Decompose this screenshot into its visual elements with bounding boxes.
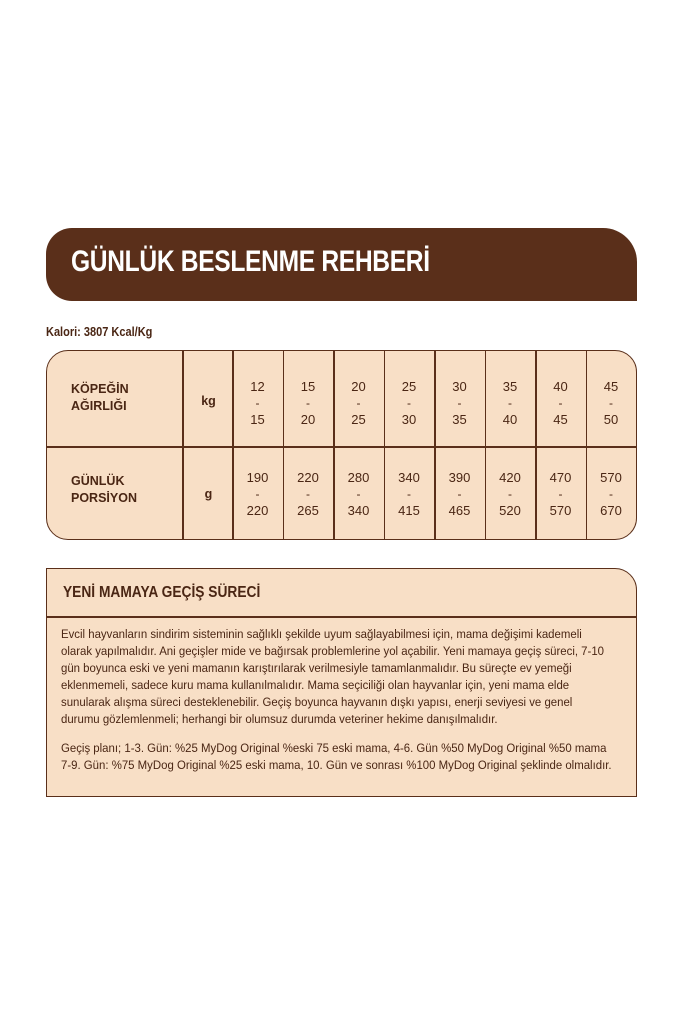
range-separator: - xyxy=(255,487,260,501)
portion-range-cell xyxy=(535,467,586,521)
table-column-divider xyxy=(182,351,184,539)
weight-range-cell xyxy=(333,376,384,430)
range-max: 520 xyxy=(499,503,521,518)
range-min: 15 xyxy=(300,379,316,394)
range-min: 45 xyxy=(603,379,619,394)
range-max: 265 xyxy=(297,503,319,518)
transition-body xyxy=(61,626,613,774)
range-min: 420 xyxy=(499,470,521,485)
weight-unit: kg xyxy=(201,394,216,408)
transition-panel xyxy=(46,568,637,797)
transition-divider xyxy=(47,616,636,618)
range-max: 50 xyxy=(603,412,619,427)
range-separator: - xyxy=(255,396,260,410)
range-min: 30 xyxy=(452,379,467,394)
weight-range-cell xyxy=(485,376,536,430)
portion-range-cell xyxy=(283,467,334,521)
range-min: 35 xyxy=(502,379,518,394)
feeding-table xyxy=(46,350,637,540)
weight-range-cell xyxy=(434,376,485,430)
transition-title: YENİ MAMAYA GEÇİŞ SÜRECİ xyxy=(63,584,261,601)
range-separator: - xyxy=(407,487,411,501)
range-max: 670 xyxy=(600,503,622,518)
weight-range-cell xyxy=(535,376,586,430)
transition-paragraph: Evcil hayvanların sindirim sisteminin sağlıklı şekilde uyum sağlayabilmesi için, mama değişimi kademeli olarak yapılmalıdır. Ani geçişler mide ve bağırsak problemlerine yol açabilir. Yeni mamaya geçiş süreci, 7-10 gün boyunca eski ve yeni mamanın karıştırılarak verilmesiyle tamamlanmalıdır. Bu süreçte ev yemeği eklenmemeli, sadece kuru mama kullanılmalıdır. Mama seçiciliği olan hayvanlar için, yeni mama elde sunularak alışma süreci desteklenebilir. Geçiş boyunca hayvanın dışkı yapısı, enerji seviyesi ve genel durumu gözlemlenmeli; herhangi bir olumsuz durumda veteriner hekime danışılmalıdır. xyxy=(61,627,605,726)
range-max: 20 xyxy=(300,412,316,427)
range-min: 470 xyxy=(549,470,572,485)
range-max: 415 xyxy=(398,503,420,518)
range-min: 280 xyxy=(347,470,370,485)
range-max: 570 xyxy=(549,503,572,518)
range-separator: - xyxy=(306,396,310,410)
range-max: 40 xyxy=(502,412,518,427)
range-min: 190 xyxy=(246,470,269,485)
range-max: 25 xyxy=(351,412,366,427)
range-min: 25 xyxy=(401,379,417,394)
weight-range-cell xyxy=(586,376,637,430)
transition-plan: Geçiş planı; 1-3. Gün: %25 MyDog Original %eski 75 eski mama, 4-6. Gün %50 MyDog Original %50 mama 7-9. Gün: %75 MyDog Original %25 eski mama, 10. Gün ve sonrası %100 MyDog Original şeklinde olmalıdır. xyxy=(61,741,612,772)
portion-range-cell xyxy=(586,467,637,521)
range-max: 30 xyxy=(401,412,417,427)
range-max: 465 xyxy=(448,503,471,518)
range-separator: - xyxy=(457,487,462,501)
range-min: 340 xyxy=(398,470,420,485)
range-separator: - xyxy=(356,396,361,410)
weight-range-cell xyxy=(283,376,334,430)
weight-row-label: KÖPEĞİN AĞIRLIĞI xyxy=(71,382,129,413)
range-max: 15 xyxy=(250,412,265,427)
range-separator: - xyxy=(609,396,613,410)
range-separator: - xyxy=(609,487,613,501)
range-separator: - xyxy=(306,487,310,501)
range-min: 40 xyxy=(553,379,568,394)
range-separator: - xyxy=(508,487,512,501)
range-min: 220 xyxy=(297,470,319,485)
header-banner xyxy=(46,228,637,301)
table-row-divider xyxy=(47,446,636,448)
range-min: 390 xyxy=(448,470,471,485)
portion-range-cell xyxy=(384,467,435,521)
range-max: 45 xyxy=(553,412,568,427)
portion-range-cell xyxy=(485,467,536,521)
range-separator: - xyxy=(508,396,512,410)
range-separator: - xyxy=(407,396,411,410)
portion-row-label: GÜNLÜK PORSİYON xyxy=(71,474,137,505)
range-min: 570 xyxy=(600,470,622,485)
range-separator: - xyxy=(558,396,563,410)
range-max: 35 xyxy=(452,412,467,427)
range-min: 20 xyxy=(351,379,366,394)
range-min: 12 xyxy=(250,379,265,394)
range-separator: - xyxy=(558,487,563,501)
portion-range-cell xyxy=(333,467,384,521)
portion-range-cell xyxy=(232,467,283,521)
range-max: 220 xyxy=(246,503,269,518)
page-title: GÜNLÜK BESLENME REHBERİ xyxy=(71,245,430,278)
weight-range-cell xyxy=(232,376,283,430)
portion-unit: g xyxy=(204,487,213,501)
range-separator: - xyxy=(356,487,361,501)
calorie-info: Kalori: 3807 Kcal/Kg xyxy=(46,325,153,339)
portion-range-cell xyxy=(434,467,485,521)
range-separator: - xyxy=(457,396,462,410)
weight-range-cell xyxy=(384,376,435,430)
range-max: 340 xyxy=(347,503,370,518)
